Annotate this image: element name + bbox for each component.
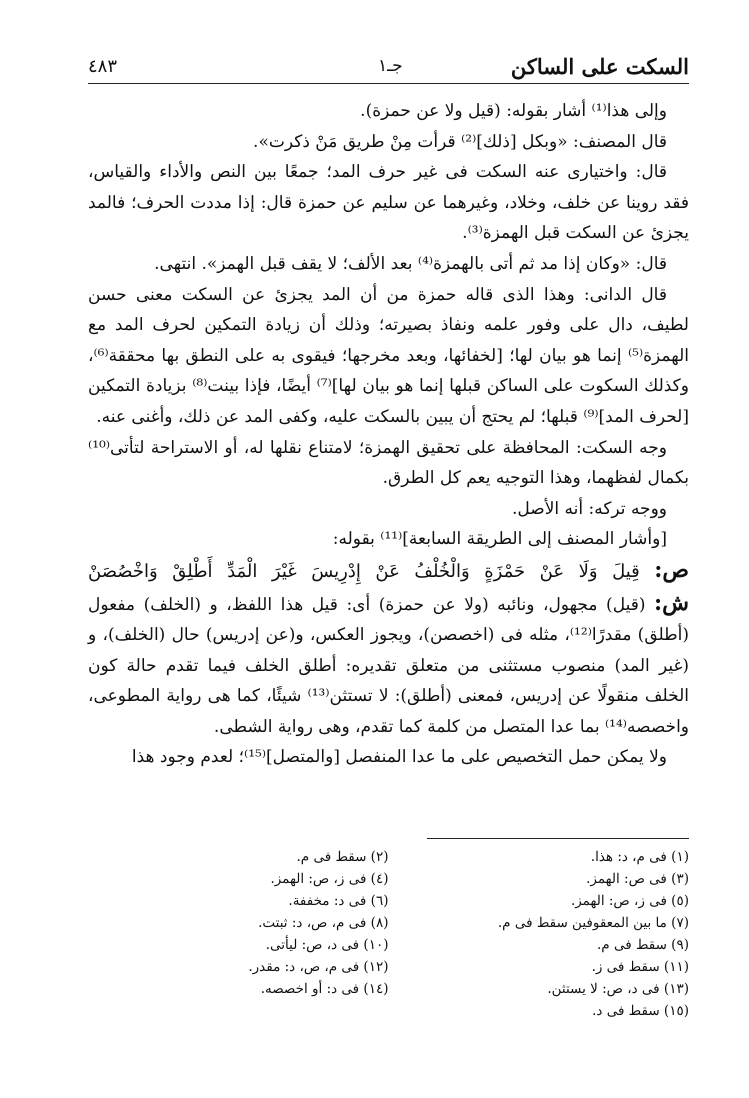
paragraph: قال المصنف: «وبكل [ذلك]⁽²⁾ قرأت مِنْ طريق مَنْ ذكرت». xyxy=(253,131,667,152)
header-divider xyxy=(88,83,689,84)
verse-marker: ص: xyxy=(654,556,689,583)
commentary-text: (قيل) مجهول، ونائبه (ولا عن حمزة) أى: قيل هذا اللفظ، و (الخلف) مفعول (أطلق) مقدرًا⁽¹²⁾، مثله فى (اخصصن)، ويجوز العكس، و(عن إدريس) حال (الخلف)، و (غير المد) منصوب مستثنى من متعلق تقديره: أطلق الخلف فيما تقدم حالة كون الخلف منقولًا عن إدريس، فمعنى (أطلق): لا تستثن⁽¹³⁾ شيئًا، كما هى رواية المطوعى، واخصصه⁽¹⁴⁾ بما عدا المتصل من كلمة كما تقدم، وهى رواية الشطى. xyxy=(88,594,690,737)
footnote: (٦) فى د: مخففة. xyxy=(288,893,389,909)
footnote: (٨) فى م، ص، د: ثبتت. xyxy=(258,915,389,931)
volume-label: جـ١ xyxy=(378,56,403,76)
running-header xyxy=(88,50,689,80)
paragraph: قال: واختيارى عنه السكت فى غير حرف المد؛ جمعًا بين النص والأداء والقياس، فقد روينا عن خلف، وخلاد، وغيرهما عن سليم عن حمزة قال: إذا مددت الحرف؛ فالمد يجزئ عن السكت قبل الهمزة⁽³⁾. xyxy=(88,162,689,244)
footnote: (٢) سقط فى م. xyxy=(296,849,389,865)
footnote: (١٠) فى د، ص: ليأتى. xyxy=(265,937,389,953)
paragraph: وإلى هذا⁽¹⁾ أشار بقوله: (قيل ولا عن حمزة). xyxy=(360,101,667,121)
footnote: (١١) سقط فى ز. xyxy=(591,959,689,975)
verse-line xyxy=(88,555,689,588)
commentary-marker: ش: xyxy=(654,589,689,616)
commentary-paragraph xyxy=(88,588,689,743)
footnote: (١٣) فى د، ص: لا يستثن. xyxy=(547,981,689,997)
main-text xyxy=(88,96,689,773)
footnote: (٤) فى ز، ص: الهمز. xyxy=(270,871,389,887)
paragraph: ولا يمكن حمل التخصيص على ما عدا المنفصل [والمتصل]⁽¹⁵⁾؛ لعدم وجود هذا xyxy=(131,747,667,768)
footnote: (٥) فى ز، ص: الهمز. xyxy=(570,893,689,909)
footnote: (٣) فى ص: الهمز. xyxy=(586,871,689,887)
footnote: (٧) ما بين المعقوفين سقط فى م. xyxy=(497,915,689,931)
paragraph: قال: «وكان إذا مد ثم أتى بالهمزة⁽⁴⁾ بعد الألف؛ لا يقف قبل الهمز». انتهى. xyxy=(154,253,667,274)
paragraph: قال الدانى: وهذا الذى قاله حمزة من أن المد يجزئ عن السكت معنى حسن لطيف، دال على وفور علمه ونفاذ بصيرته؛ وذلك أن زيادة التمكين لحرف المد مع الهمزة⁽⁵⁾ إنما هو بيان لها؛ [لخفائها، وبعد مخرجها؛ فيقوى به على النطق بها محققة⁽⁶⁾، وكذلك السكوت على الساكن قبلها إنما هو بيان لها]⁽⁷⁾ أيضًا، فإذا بينت⁽⁸⁾ بزيادة التمكين [لحرف المد]⁽⁹⁾ قبلها؛ لم يحتج أن يبين بالسكت عليه، وكفى المد عن ذلك، وأغنى عنه. xyxy=(88,284,689,427)
verse-text: قِيلَ وَلَا عَنْ حَمْزَةٍ وَالْخُلْفُ عَنْ إِدْرِيسَ غَيْرَ الْمَدِّ أَطْلِقْ وَاخْصُصَنْ xyxy=(88,560,640,582)
footnote: (٩) سقط فى م. xyxy=(597,937,689,953)
footnote: (١) فى م، د: هذا. xyxy=(590,849,689,865)
footnote: (١٢) فى م، ص، د: مقدر. xyxy=(248,959,389,975)
paragraph: ووجه تركه: أنه الأصل. xyxy=(511,498,667,519)
page-number: ٤٨٣ xyxy=(88,56,118,77)
chapter-title: السكت على الساكن xyxy=(510,54,689,79)
paragraph: [وأشار المصنف إلى الطريقة السابعة]⁽¹¹⁾ بقوله: xyxy=(332,529,667,550)
footnotes xyxy=(88,846,689,1022)
footnote: (١٥) سقط فى د. xyxy=(592,1003,689,1019)
paragraph: وجه السكت: المحافظة على تحقيق الهمزة؛ لامتناع نقلها له، أو الاستراحة لتأتى⁽¹⁰⁾ بكمال لفظهما، وهذا التوجيه يعم كل الطرق. xyxy=(88,437,689,489)
footnote-divider xyxy=(427,838,689,839)
footnote: (١٤) فى د: أو اخصصه. xyxy=(260,981,389,997)
